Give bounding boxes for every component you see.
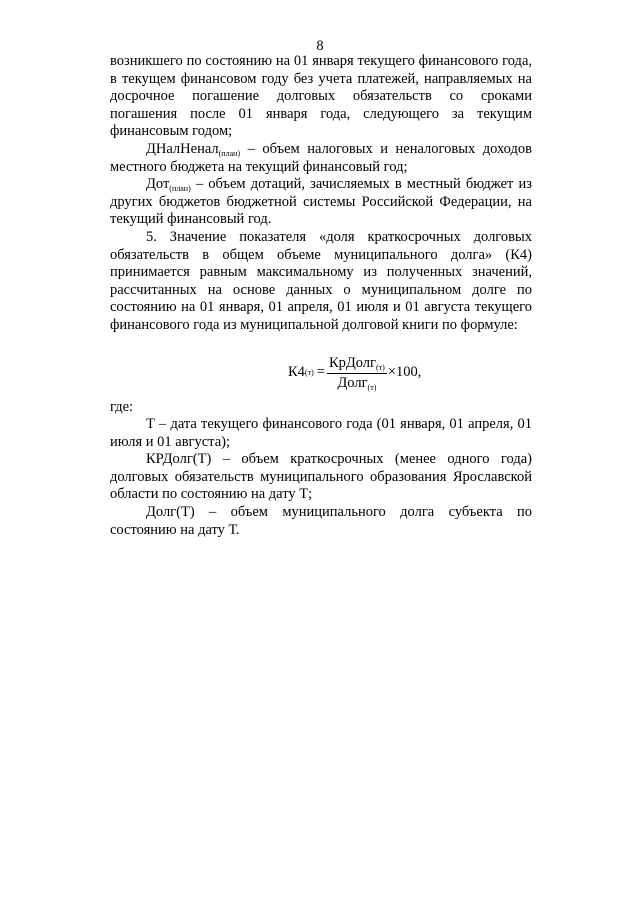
definition-dnalnenal: – объем налоговых и неналоговых доходов местного бюджета на текущий финансовый год; — [110, 140, 532, 175]
paragraph-item-5: 5. Значение показателя «доля краткосрочных долговых обязательств в общем объеме муниципального долга» (К4) принимается равным максимальному из полученных значений, рассчитанных на основе данных о муниципальном долге по состоянию на 01 января, 01 апреля, 01 июля и 01 августа текущего финансового года из муниципальной долговой книги по формуле: — [110, 228, 532, 333]
term-dot-subscript: (план) — [169, 184, 191, 194]
term-dnalnenal: ДНалНенал — [146, 140, 219, 157]
formula-fraction — [327, 355, 387, 392]
formula-multiplier: ×100, — [387, 364, 422, 381]
formula-k4: К4 (т) = $\frac{КрДолг_{(т)}}{Долг_{(т)}}$ ×100, — [288, 354, 422, 392]
formula-block — [110, 349, 532, 397]
term-dot: Дот — [146, 176, 170, 193]
page-number: 8 — [316, 38, 324, 54]
term-dnalnenal-subscript: (план) — [218, 148, 241, 158]
formula-numerator — [327, 355, 387, 374]
paragraph-dnalnenal-definition — [110, 141, 532, 176]
formula-equals: = — [316, 364, 325, 381]
paragraph-continuation: возникшего по состоянию на 01 января текущего финансового года, в текущем финансовом году без учета платежей, направляемых на досрочное погашение долговых обязательств со сроками погашения после 01 января года, следующего за текущим финансовым годом; — [110, 53, 532, 140]
paragraph-dolg-definition: Долг(Т) – объем муниципального долга субъекта по состоянию на дату Т. — [110, 504, 532, 538]
document-body — [110, 53, 532, 539]
formula-denominator — [335, 374, 378, 392]
formula-lhs: К4 — [288, 364, 305, 381]
paragraph-dot-definition — [110, 176, 532, 229]
paragraph-krdolg-definition: КРДолг(Т) – объем краткосрочных (менее одного года) долговых обязательств муниципального образования Ярославской области по состоянию на дату Т; — [110, 451, 532, 503]
numerator-text: КрДолг — [328, 354, 376, 371]
definition-dot: – объем дотаций, зачисляемых в местный бюджет из других бюджетов бюджетной системы Российской Федерации, на текущий финансовый год. — [110, 176, 532, 228]
paragraph-t-definition: Т – дата текущего финансового года (01 января, 01 апреля, 01 июля и 01 августа); — [110, 416, 532, 450]
denominator-subscript: (т) — [367, 382, 377, 392]
denominator-text: Долг — [337, 374, 368, 391]
numerator-subscript: (т) — [376, 362, 385, 372]
where-label: где: — [110, 398, 134, 415]
